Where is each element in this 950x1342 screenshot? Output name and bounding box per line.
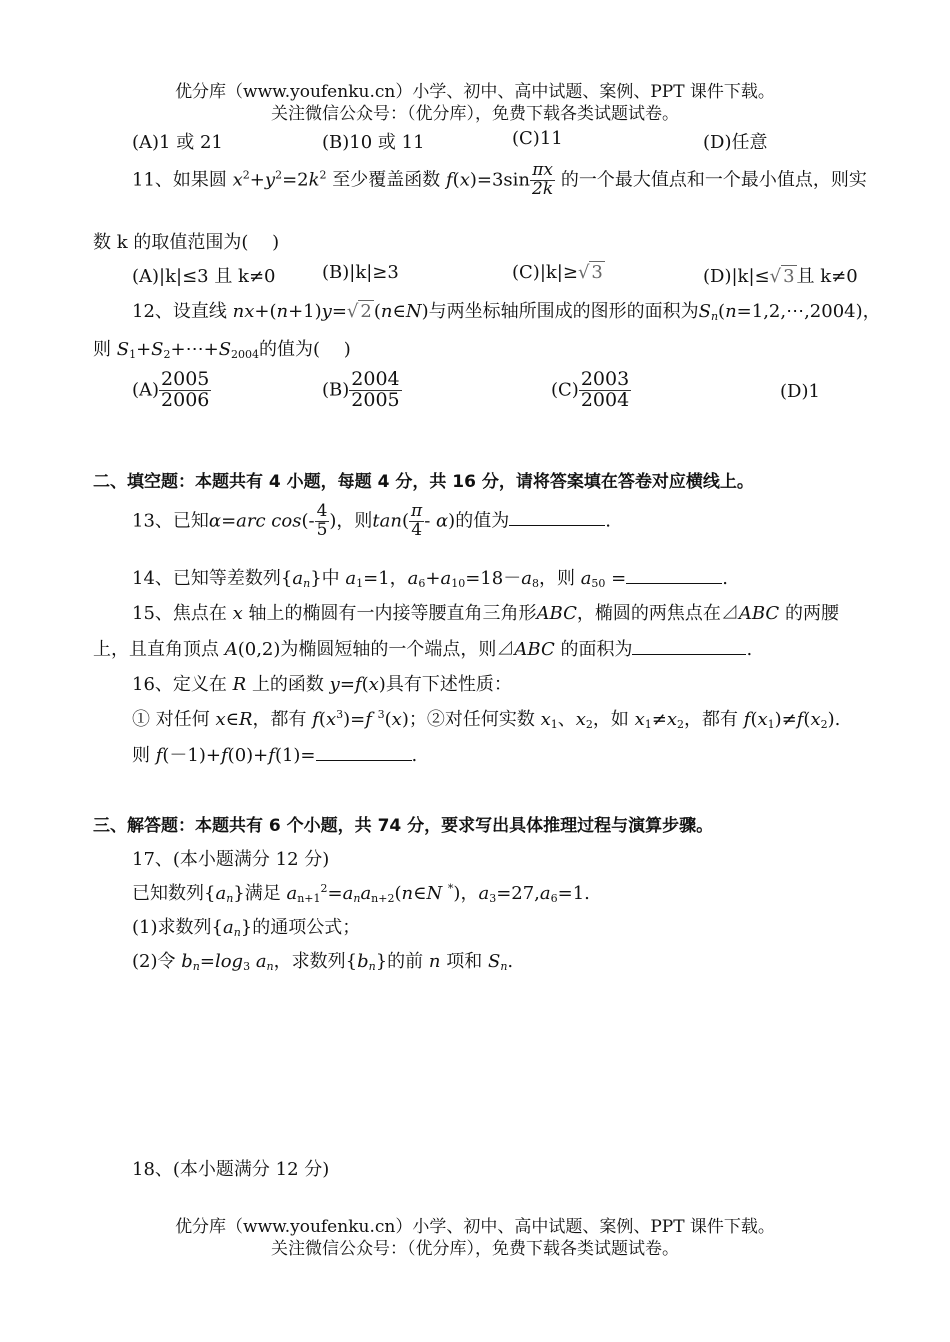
question-17-part-2: (2)令 $b_n=\log_3$ $a_n$，求数列$\{b_n\}$的前 n 项和 $S_n$. [132, 951, 514, 973]
q11-option-b: (B)|k|≥3 [322, 262, 399, 283]
question-16-line-2: ① 对任何 x∈R，都有 $f(x^3)=f$ $^3$(x)；②对任何实数 $x_1$、$x_2$，如 $x_1\ne x_2$，都有 $f(x_1)\ne f(x_2)$. [132, 708, 841, 731]
question-15-line-2: 上，且直角顶点 A(0,2)为椭圆短轴的一个端点，则⊿ABC 的面积为 . [93, 639, 753, 660]
fraction: $\frac{2004}{2005}$ [351, 368, 400, 411]
question-13: 13、已知α=arc cos(- $\frac{4}{5}$ )，则tan( $\frac{\pi}{4}$ - α)的值为 . [132, 501, 611, 540]
question-11: 11、如果圆 $x^2+y^2=2k^2$ 至少覆盖函数 f(x)=3sin $\frac{\pi x}{2k}$ 的一个最大值点和一个最小值点，则实 [132, 160, 867, 199]
question-14: 14、已知等差数列$\{a_n\}$中 $a_1=1$，$a_6+a_{10}=18-a_8$，则 $a_{50}$ = . [132, 568, 728, 590]
question-12: 12、设直线 nx+(n+1)y=√ 2 (n∈N)与两坐标轴所围成的图形的面积为$S_n(n=1,2,\cdots,2004)$， [132, 301, 881, 323]
fraction-pi-4: $\frac{\pi}{4}$ [411, 501, 423, 540]
fraction-4-5: $\frac{4}{5}$ [316, 501, 328, 540]
answer-blank[interactable] [316, 760, 412, 761]
fraction-pix-over-2k: $\frac{\pi x}{2k}$ [532, 160, 554, 199]
q12-option-c: (C) $\frac{2003}{2004}$ [551, 368, 630, 411]
answer-blank[interactable] [632, 654, 746, 655]
fraction: $\frac{2005}{2006}$ [161, 368, 210, 411]
question-17-part-1: (1)求数列$\{a_n\}$的通项公式； [132, 917, 361, 939]
header-line-1: 优分库（www.youfenku.cn）小学、初中、高中试题、案例、PPT 课件下载。 [175, 82, 775, 102]
question-16: 16、定义在 R 上的函数 y=f(x)具有下述性质： [132, 674, 512, 695]
question-16-line-3: 则 f(－1)+f(0)+f(1)= . [132, 745, 418, 766]
question-17-heading: 17、(本小题满分 12 分) [132, 849, 330, 870]
question-15: 15、焦点在 x 轴上的椭圆有一内接等腰直角三角形ABC，椭圆的两焦点在⊿ABC 的两腰 [132, 603, 839, 624]
question-18-heading: 18、(本小题满分 12 分) [132, 1159, 330, 1180]
q10-option-d: (D)任意 [703, 132, 768, 153]
answer-blank[interactable] [626, 583, 722, 584]
section-2-title: 二、填空题：本题共有 4 小题，每题 4 分，共 16 分，请将答案填在答卷对应横线上。 [93, 472, 754, 492]
q10-option-a: (A)1 或 21 [132, 132, 223, 153]
sqrt-3: √ 3 [769, 266, 795, 287]
question-11-line-2: 数 k 的取值范围为( ) [93, 232, 280, 253]
header-line-2: 关注微信公众号：（优分库），免费下载各类试题试卷。 [271, 104, 679, 124]
footer-line-2: 关注微信公众号：（优分库），免费下载各类试题试卷。 [271, 1239, 679, 1259]
q11-option-a: (A)|k|≤3 且 k≠0 [132, 266, 276, 287]
q11-option-d: (D)|k|≤√ 3 且 k≠0 [703, 266, 858, 287]
fraction: $\frac{2003}{2004}$ [580, 368, 630, 411]
q12-option-a: (A) $\frac{2005}{2006}$ [132, 368, 210, 411]
question-17-line-1: 已知数列$\{a_n\}$满足 $a_{n+1}^2=a_na_{n+2}(n\in N$ *)，$a_3=27,a_6=1$. [132, 882, 590, 905]
q11-option-c: (C)|k|≥√ 3 [512, 262, 603, 283]
sqrt-2: √ 2 [346, 301, 372, 322]
answer-blank[interactable] [509, 525, 605, 526]
q12-option-b: (B) $\frac{2004}{2005}$ [322, 368, 400, 411]
q10-option-b: (B)10 或 11 [322, 132, 425, 153]
q10-option-c: (C)11 [512, 128, 563, 149]
question-12-line-2: 则 $S_1+S_2+\cdots+S_{2004}$的值为( ) [93, 339, 351, 361]
footer-line-1: 优分库（www.youfenku.cn）小学、初中、高中试题、案例、PPT 课件下载。 [175, 1217, 775, 1237]
sqrt-3: √ 3 [577, 262, 603, 283]
section-3-title: 三、解答题：本题共有 6 个小题，共 74 分，要求写出具体推理过程与演算步骤。 [93, 816, 714, 836]
q12-option-d: (D)1 [780, 381, 820, 402]
